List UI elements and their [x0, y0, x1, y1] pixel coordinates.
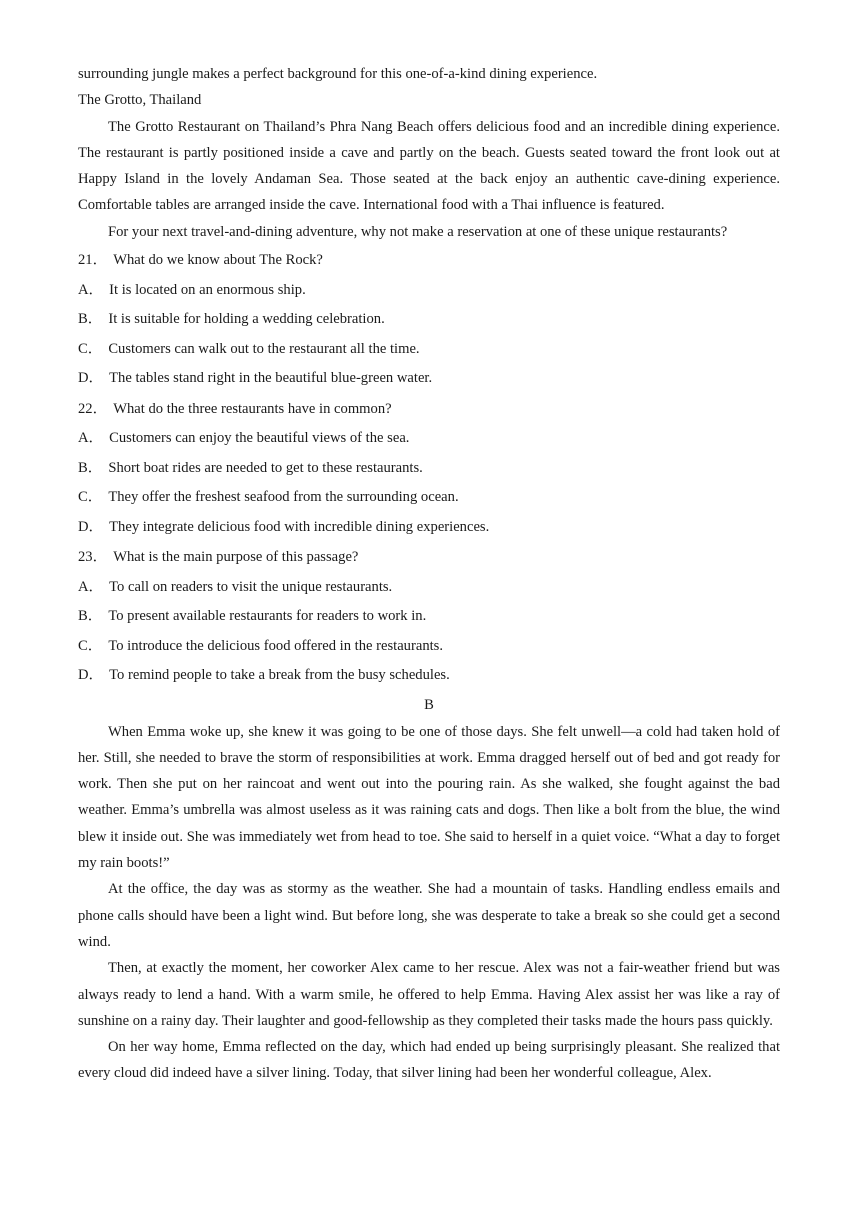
option-letter: D． — [78, 667, 104, 684]
option-letter: B． — [78, 459, 103, 476]
closing-paragraph: For your next travel-and-dining adventure, why not make a reservation at one of these unique restaurants? — [108, 223, 728, 240]
option-text: Customers can enjoy the beautiful views of the sea. — [109, 430, 410, 447]
option-letter: B． — [78, 608, 103, 625]
option-letter: A． — [78, 430, 104, 447]
question-stem — [78, 246, 780, 276]
option-d — [78, 661, 780, 691]
document-page — [78, 61, 780, 1087]
option-c — [78, 335, 780, 365]
option-text: To call on readers to visit the unique restaurants. — [109, 578, 393, 595]
question-text: What is the main purpose of this passage? — [113, 549, 359, 566]
option-text: To introduce the delicious food offered in the restaurants. — [108, 637, 443, 654]
section-b-paragraph: On her way home, Emma reflected on the day, which had ended up being surprisingly pleasant. She realized that every cloud did indeed have a silver lining. Today, that silver lining had been her wonderful colleague, Alex. — [78, 1039, 780, 1082]
section-b-paragraph: Then, at exactly the moment, her coworker Alex came to her rescue. Alex was not a fair-weather friend but was always ready to lend a hand. With a warm smile, he offered to help Emma. Having Alex assist her was like a ray of sunshine on a rainy day. Their laughter and good-fellowship as they completed their tasks made the hours pass quickly. — [78, 960, 780, 1029]
option-b — [78, 454, 780, 484]
option-c — [78, 483, 780, 513]
option-text: Customers can walk out to the restaurant all the time. — [108, 340, 420, 357]
option-text: It is suitable for holding a wedding celebration. — [108, 311, 385, 328]
question-stem — [78, 543, 780, 573]
grotto-paragraph: The Grotto Restaurant on Thailand’s Phra Nang Beach offers delicious food and an incredible dining experience. The restaurant is partly positioned inside a cave and partly on the beach. Guests seated toward the front look out at Happy Island in the lovely Andaman Sea. Those seated at the back enjoy an authentic cave-dining experience. Comfortable tables are arranged inside the cave. International food with a Thai influence is featured. — [78, 118, 780, 214]
option-letter: C． — [78, 637, 103, 654]
option-letter: B． — [78, 311, 103, 328]
question-text: What do the three restaurants have in common? — [113, 400, 392, 417]
option-letter: D． — [78, 518, 104, 535]
question-stem — [78, 395, 780, 425]
section-b-heading: B — [424, 696, 434, 713]
option-d — [78, 364, 780, 394]
question-23 — [78, 543, 780, 691]
option-a — [78, 424, 780, 454]
option-text: Short boat rides are needed to get to these restaurants. — [108, 459, 423, 476]
option-text: They integrate delicious food with incredible dining experiences. — [109, 518, 490, 535]
question-number: 23． — [78, 549, 108, 566]
option-text: To remind people to take a break from the busy schedules. — [109, 667, 450, 684]
option-text: It is located on an enormous ship. — [109, 281, 306, 298]
option-a — [78, 276, 780, 306]
question-text: What do we know about The Rock? — [113, 252, 323, 269]
question-22 — [78, 395, 780, 543]
grotto-heading: The Grotto, Thailand — [78, 92, 202, 109]
option-b — [78, 305, 780, 335]
option-c — [78, 632, 780, 662]
option-text: To present available restaurants for readers to work in. — [108, 608, 427, 625]
intro-tail-text: surrounding jungle makes a perfect background for this one-of-a-kind dining experience. — [78, 66, 598, 82]
option-text: The tables stand right in the beautiful blue-green water. — [109, 370, 433, 387]
option-letter: D． — [78, 370, 104, 387]
option-letter: A． — [78, 281, 104, 298]
option-b — [78, 602, 780, 632]
option-a — [78, 573, 780, 603]
option-letter: A． — [78, 578, 104, 595]
question-number: 22． — [78, 400, 108, 417]
section-b-paragraph: When Emma woke up, she knew it was going to be one of those days. She felt unwell—a cold had taken hold of her. Still, she needed to brave the storm of responsibilities at work. Emma dragged herself out of bed and got ready for work. Then she put on her raincoat and went out into the pouring rain. As she walked, she fought against the bad weather. Emma’s umbrella was almost useless as it was raining cats and dogs. Then like a bolt from the blue, the wind blew it inside out. She was immediately wet from head to toe. She said to herself in a quiet voice. “What a day to forget my rain boots!” — [78, 723, 780, 872]
option-d — [78, 513, 780, 543]
question-number: 21． — [78, 252, 108, 269]
option-text: They offer the freshest seafood from the surrounding ocean. — [108, 489, 459, 506]
section-b-paragraph: At the office, the day was as stormy as the weather. She had a mountain of tasks. Handling endless emails and phone calls should have been a light wind. But before long, she was desperate to take a break so she could get a second wind. — [78, 881, 780, 950]
question-21 — [78, 246, 780, 394]
option-letter: C． — [78, 489, 103, 506]
option-letter: C． — [78, 340, 103, 357]
